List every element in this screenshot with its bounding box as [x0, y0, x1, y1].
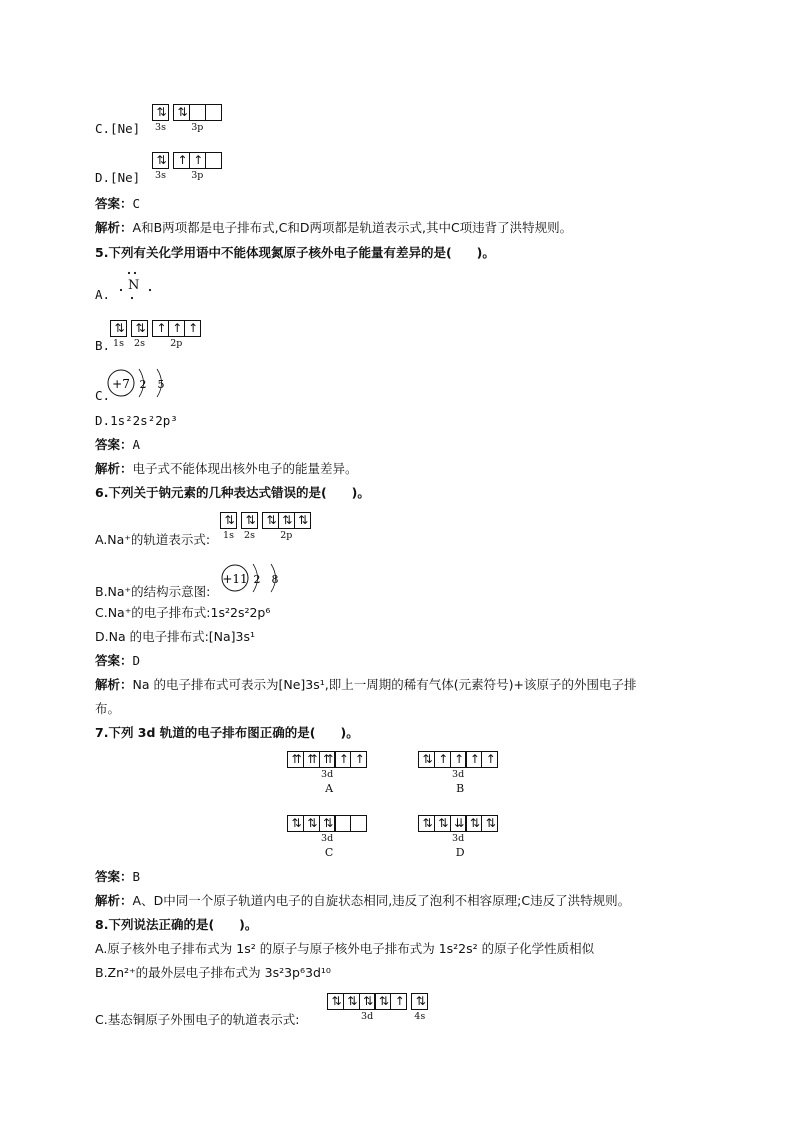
orbital-group	[287, 751, 367, 780]
orbital-sublevel-label: 2p	[170, 338, 183, 349]
orbital-group	[327, 993, 407, 1022]
q6-option-b-label: B.Na⁺的结构示意图:	[95, 584, 211, 599]
orbital-group	[262, 512, 311, 541]
q6-stem: 6.下列关于钠元素的几种表达式错误的是( )。	[95, 485, 370, 500]
orbital-box: ⇅	[287, 815, 304, 832]
orbital-box: ⇅	[465, 815, 482, 832]
orbital-group	[173, 104, 222, 133]
q8-option-a: A.原子核外电子排布式为 1s² 的原子与原子核外电子排布式为 1s²2s² 的原子化学性质相似	[95, 941, 595, 956]
q6-option-d: D.Na 的电子排布式:[Na]3s¹	[95, 629, 256, 644]
shell-electron-count: 2	[253, 573, 261, 586]
q6-analysis: 解析：Na 的电子排布式可表示为[Ne]3s¹,即上一周期的稀有气体(元素符号)+该原子的外围电子排	[95, 677, 637, 692]
orbital-box: ⇅	[343, 993, 360, 1010]
q8-option-c-orbital-diagram	[327, 993, 432, 1022]
orbital-box: ⇅	[359, 993, 376, 1010]
q4-analysis: 解析：A和B两项都是电子排布式,C和D两项都是轨道表示式,其中C项违背了洪特规则。	[95, 220, 573, 235]
orbital-box: ⇅	[278, 512, 295, 529]
orbital-box: ⇅	[418, 815, 435, 832]
q6-option-a-label: A.Na⁺的轨道表示式:	[95, 532, 211, 547]
q4-answer: 答案：C	[95, 196, 141, 211]
q6-answer: 答案：D	[95, 653, 141, 668]
orbital-box	[189, 104, 206, 121]
nitrogen-symbol: N	[128, 278, 140, 293]
orbital-box: ⇅	[303, 815, 320, 832]
orbital-sublevel-label: 4s	[414, 1011, 426, 1022]
orbital-box: ⇅	[220, 512, 237, 529]
orbital-box: ⇅	[152, 104, 169, 121]
orbital-sublevel-label: 3p	[191, 170, 204, 181]
orbital-box: ↑	[152, 320, 169, 337]
q5-option-d: D.1s²2s²2p³	[95, 413, 178, 428]
orbital-sublevel-label: 2s	[244, 530, 255, 541]
orbital-sublevel-label: 2p	[280, 530, 293, 541]
orbital-sublevel-label: 3d	[321, 833, 334, 844]
orbital-box: ↑	[434, 751, 451, 768]
orbital-sublevel-label: 3s	[155, 122, 166, 133]
orbital-box: ⇊	[450, 815, 467, 832]
q4-option-d-label: D.[Ne]	[95, 170, 141, 185]
q5-answer: 答案：A	[95, 437, 141, 452]
orbital-group	[152, 104, 169, 133]
q6-option-a-orbital-diagram	[220, 512, 315, 541]
orbital-group	[220, 512, 237, 541]
orbital-box: ⇅	[241, 512, 258, 529]
q8-option-b: B.Zn²⁺的最外层电子排布式为 3s²3p⁶3d¹⁰	[95, 965, 331, 980]
orbital-box: ↑	[450, 751, 467, 768]
q4-option-d-orbital-diagram	[152, 152, 226, 181]
orbital-box: ↑	[184, 320, 201, 337]
q5-stem: 5.下列有关化学用语中不能体现氮原子核外电子能量有差异的是( )。	[95, 245, 495, 260]
option-caption: D	[455, 846, 465, 859]
orbital-sublevel-label: 3d	[452, 769, 465, 780]
orbital-box: ⇅	[152, 152, 169, 169]
orbital-box: ↑	[390, 993, 407, 1010]
orbital-group	[418, 751, 498, 780]
option-caption: B	[456, 782, 465, 795]
orbital-box: ⇅	[319, 815, 336, 832]
orbital-box: ⇈	[287, 751, 304, 768]
q6-option-c: C.Na⁺的电子排布式:1s²2s²2p⁶	[95, 605, 271, 620]
orbital-box: ⇅	[434, 815, 451, 832]
orbital-sublevel-label: 1s	[113, 338, 124, 349]
q6-atom-structure-diagram	[220, 561, 300, 601]
orbital-box: ⇈	[319, 751, 336, 768]
orbital-box: ⇅	[131, 320, 148, 337]
q6-analysis-cont: 布。	[95, 701, 121, 716]
orbital-box: ↑	[189, 152, 206, 169]
q5-option-b-orbital-diagram	[110, 320, 205, 349]
nucleus-charge: +7	[112, 377, 130, 391]
orbital-box: ↑	[334, 751, 351, 768]
q7-option-c-diagram	[287, 815, 371, 859]
orbital-box	[205, 152, 222, 169]
q7-analysis: 解析：A、D中同一个原子轨道内电子的自旋状态相同,违反了泡利不相容原理;C违反了洪特规则。	[95, 893, 631, 908]
q5-option-c-label: C.	[95, 388, 111, 403]
orbital-group	[131, 320, 148, 349]
orbital-box	[205, 104, 222, 121]
orbital-sublevel-label: 3d	[321, 769, 334, 780]
shell-electron-count: 8	[271, 573, 279, 586]
orbital-group	[110, 320, 127, 349]
shell-electron-count: 2	[139, 378, 147, 391]
q4-option-c-label: C.[Ne]	[95, 121, 141, 136]
q5-analysis: 解析：电子式不能体现出核外电子的能量差异。	[95, 461, 358, 476]
option-caption: C	[324, 846, 334, 859]
q4-option-c-orbital-diagram	[152, 104, 226, 133]
orbital-sublevel-label: 3d	[452, 833, 465, 844]
q5-atom-structure-diagram	[106, 366, 186, 406]
q7-option-a-diagram	[287, 751, 371, 795]
orbital-box: ↑	[168, 320, 185, 337]
orbital-group	[287, 815, 367, 844]
orbital-box: ↑	[173, 152, 190, 169]
orbital-box: ⇅	[327, 993, 344, 1010]
orbital-group	[152, 152, 169, 181]
orbital-group	[152, 320, 201, 349]
orbital-group	[411, 993, 428, 1022]
q8-option-c-label: C.基态铜原子外围电子的轨道表示式:	[95, 1012, 300, 1027]
orbital-box: ⇅	[411, 993, 428, 1010]
shell-electron-count: 5	[157, 378, 165, 391]
orbital-group	[173, 152, 222, 181]
orbital-box: ⇅	[374, 993, 391, 1010]
orbital-box	[334, 815, 351, 832]
orbital-sublevel-label: 3s	[155, 170, 166, 181]
orbital-box: ⇅	[294, 512, 311, 529]
orbital-box: ⇅	[173, 104, 190, 121]
option-caption: A	[325, 782, 334, 795]
orbital-box	[350, 815, 367, 832]
q7-answer: 答案：B	[95, 869, 141, 884]
orbital-sublevel-label: 3d	[361, 1011, 374, 1022]
orbital-box: ⇈	[303, 751, 320, 768]
q7-option-d-diagram	[418, 815, 502, 859]
orbital-box: ⇅	[110, 320, 127, 337]
orbital-box: ⇅	[262, 512, 279, 529]
orbital-sublevel-label: 2s	[134, 338, 145, 349]
q5-electron-dot-formula	[118, 268, 158, 304]
q8-stem: 8.下列说法正确的是( )。	[95, 917, 258, 932]
orbital-sublevel-label: 1s	[223, 530, 234, 541]
q7-option-b-diagram	[418, 751, 502, 795]
q5-option-b-label: B.	[95, 338, 111, 353]
orbital-group	[241, 512, 258, 541]
q7-stem: 7.下列 3d 轨道的电子排布图正确的是( )。	[95, 725, 359, 740]
orbital-sublevel-label: 3p	[191, 122, 204, 133]
orbital-group	[418, 815, 498, 844]
orbital-box: ↑	[465, 751, 482, 768]
orbital-box: ⇅	[481, 815, 498, 832]
orbital-box: ⇅	[418, 751, 435, 768]
orbital-box: ↑	[350, 751, 367, 768]
q5-option-a-label: A.	[95, 287, 111, 302]
nucleus-charge: +11	[222, 572, 248, 586]
orbital-box: ↑	[481, 751, 498, 768]
